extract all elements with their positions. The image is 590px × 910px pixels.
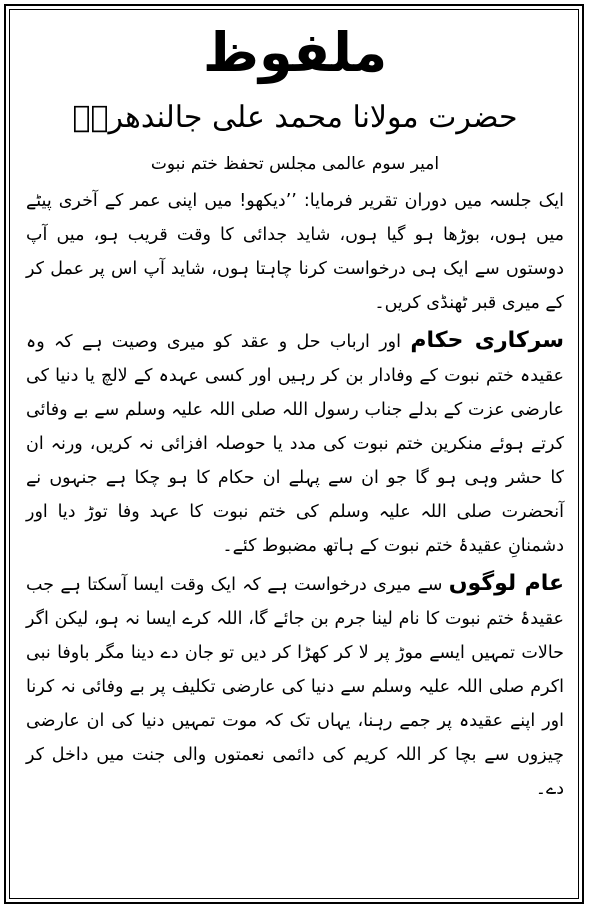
paragraph-2: [26, 324, 564, 563]
article-title: ملفوظ: [202, 21, 388, 84]
paragraph-lead: سرکاری حکام: [410, 328, 564, 353]
paragraph-text: اور ارباب حل و عقد کو میری وصیت ہے کہ وہ عقیدہ ختم نبوت کے وفادار بن کر رہیں اور کسی عہدہ کے لالچ یا دنیا کی عارضی عزت کے بدلے جناب رسول اللہ صلی اللہ علیہ وسلم سے بے وفائی کرتے ہوئے منکرین ختم نبوت کی مدد یا حوصلہ افزائی نہ کریں، ورنہ ان کا حشر وہی ہو گا جو ان سے پہلے ان حکام کا ہو چکا ہے جنہوں نے آنحضرت صلی اللہ علیہ وسلم کی ختم نبوت کا عہد وفا توڑ دیا اور دشمنانِ عقیدۂ ختم نبوت کے ہاتھ مضبوط کئے۔: [26, 332, 564, 556]
author-name: حضرت مولانا محمد علی جالندھریؒ: [72, 100, 518, 135]
paragraph-1: [26, 184, 564, 320]
paragraph-lead: عام لوگوں: [448, 571, 564, 596]
paragraph-3: [26, 567, 564, 806]
article: [26, 22, 564, 890]
author-designation: امیر سوم عالمی مجلس تحفظ ختم نبوت: [150, 154, 440, 174]
paragraph-text: ایک جلسہ میں دوران تقریر فرمایا: ’’دیکھو! میں اپنی عمر کے آخری پیٹے میں ہوں، بوڑھا ہو گیا ہوں، شاید جدائی کا وقت قریب ہو، میں آپ دوستوں سے ایک ہی درخواست کرنا چاہتا ہوں، شاید آپ اس پر عمل کر کے میری قبر ٹھنڈی کریں۔: [26, 191, 564, 313]
paragraph-text: سے میری درخواست ہے کہ ایک وقت ایسا آسکتا ہے جب عقیدۂ ختم نبوت کا نام لینا جرم بن جائے گا، اللہ کرے ایسا نہ ہو، لیکن اگر حالات تمہیں ایسے موڑ پر لا کر کھڑا کر دیں تو جان دے دینا مگر باوفا نبی اکرم صلی اللہ علیہ وسلم سے دنیا کی عارضی تکلیف پر بے وفائی نہ کرنا اور اپنے عقیدہ پر جمے رہنا، یہاں تک کہ موت تمہیں دنیا کی ان عارضی چیزوں سے بچا کر اللہ کریم کی دائمی نعمتوں والی جنت میں داخل کر دے۔: [26, 575, 564, 799]
